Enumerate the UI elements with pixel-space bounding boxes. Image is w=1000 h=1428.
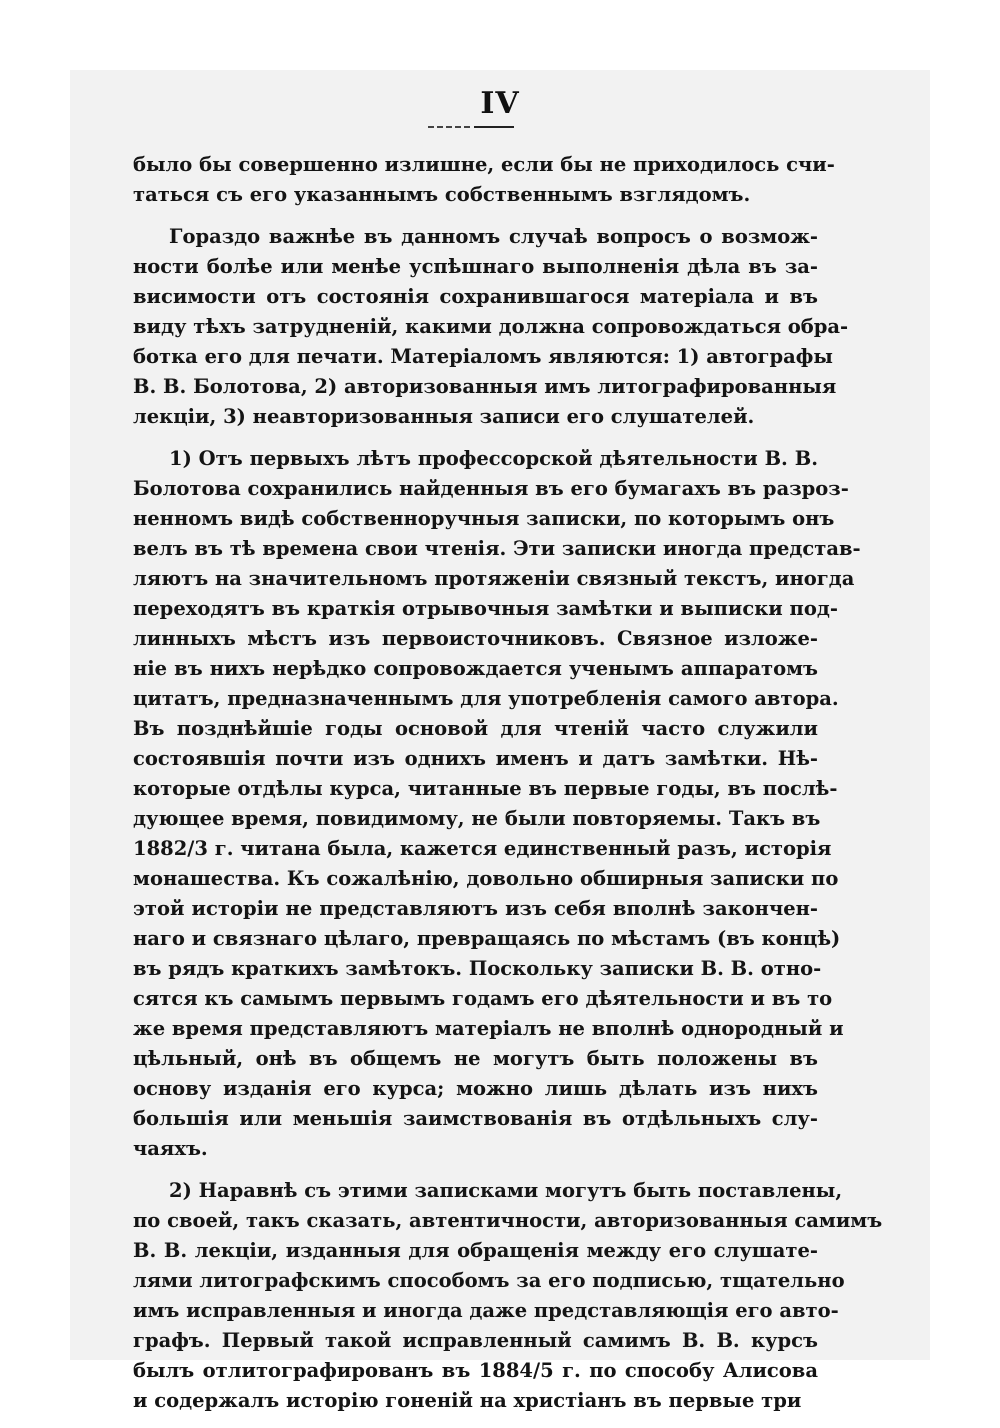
text-line: виду тѣхъ затрудненій, какими должна сопровождаться обра- [133, 315, 849, 338]
text-line: Въ позднѣйшіе годы основой для чтеній часто служили [133, 717, 818, 740]
text-line: В. В. Болотова, 2) авторизованныя имъ литографированныя [133, 375, 837, 398]
text-line: Гораздо важнѣе въ данномъ случаѣ вопросъ о возмож- [169, 225, 818, 248]
text-line: ненномъ видѣ собственноручныя записки, по которымъ онъ [133, 507, 835, 530]
paragraph [133, 1176, 883, 1416]
text-line: было бы совершенно излишне, если бы не приходилось счи- [133, 153, 835, 176]
text-line: по своей, такъ сказать, автентичности, авторизованныя самимъ [133, 1209, 883, 1232]
text-line: чаяхъ. [133, 1137, 208, 1160]
text-line: переходятъ въ краткія отрывочныя замѣтки и выписки под- [133, 597, 838, 620]
paragraph [133, 150, 835, 210]
body-text [133, 150, 883, 1428]
text-line: 2) Наравнѣ съ этими записками могутъ быть поставлены, [169, 1179, 843, 1202]
text-line: лями литографскимъ способомъ за его подписью, тщательно [133, 1269, 845, 1292]
text-line: монашества. Къ сожалѣнію, довольно обширныя записки по [133, 867, 839, 890]
paragraph [133, 222, 849, 432]
text-line: линныхъ мѣстъ изъ первоисточниковъ. Связное изложе- [133, 627, 818, 650]
text-line: имъ исправленныя и иногда даже представляющія его авто- [133, 1299, 839, 1322]
text-line: ности болѣе или менѣе успѣшнаго выполненія дѣла въ за- [133, 255, 818, 278]
text-line: Болотова сохранились найденныя въ его бумагахъ въ разроз- [133, 477, 849, 500]
text-line: 1) Отъ первыхъ лѣтъ профессорской дѣятельности В. В. [169, 447, 818, 470]
text-line: большія или меньшія заимствованія въ отдѣльныхъ слу- [133, 1107, 818, 1130]
page-number-dashed-rule [428, 126, 470, 128]
text-line: основу изданія его курса; можно лишь дѣлать изъ нихъ [133, 1077, 818, 1100]
text-line: ніе въ нихъ нерѣдко сопровождается ученымъ аппаратомъ [133, 657, 818, 680]
text-line: цитатъ, предназначеннымъ для употребленія самого автора. [133, 687, 839, 710]
text-line: 1882/3 г. читана была, кажется единственный разъ, исторія [133, 837, 832, 860]
text-line: дующее время, повидимому, не были повторяемы. Такъ въ [133, 807, 821, 830]
paragraph [133, 444, 861, 1164]
text-line: ботка его для печати. Матеріаломъ являются: 1) автографы [133, 345, 833, 368]
text-line: ляютъ на значительномъ протяженіи связный текстъ, иногда [133, 567, 855, 590]
text-line: былъ отлитографированъ въ 1884/5 г. по способу Алисова [133, 1359, 818, 1382]
text-line: и содержалъ исторію гоненій на христіанъ въ первые три [133, 1389, 802, 1412]
text-line: состоявшія почти изъ однихъ именъ и датъ замѣтки. Нѣ- [133, 747, 818, 770]
text-line: висимости отъ состоянія сохранившагося матеріала и въ [133, 285, 818, 308]
text-line: цѣльный, онѣ въ общемъ не могутъ быть положены въ [133, 1047, 818, 1070]
text-line: В. В. лекціи, изданныя для обращенія между его слушате- [133, 1239, 818, 1262]
text-line: этой исторіи не представляютъ изъ себя вполнѣ закончен- [133, 897, 818, 920]
text-line: сятся къ самымъ первымъ годамъ его дѣятельности и въ то [133, 987, 833, 1010]
text-line: же время представляютъ матеріалъ не вполнѣ однородный и [133, 1017, 844, 1040]
text-line: графъ. Первый такой исправленный самимъ В. В. курсъ [133, 1329, 818, 1352]
text-line: въ рядъ краткихъ замѣтокъ. Поскольку записки В. В. отно- [133, 957, 822, 980]
text-line: которые отдѣлы курса, читанные въ первые годы, въ послѣ- [133, 777, 838, 800]
text-line: таться съ его указаннымъ собственнымъ взглядомъ. [133, 183, 751, 206]
page-number: IV [480, 86, 520, 121]
text-line: наго и связнаго цѣлаго, превращаясь по мѣстамъ (въ концѣ) [133, 927, 841, 950]
page-number-solid-rule [474, 126, 514, 128]
text-line: велъ въ тѣ времена свои чтенія. Эти записки иногда представ- [133, 537, 861, 560]
text-line: лекціи, 3) неавторизованныя записи его слушателей. [133, 405, 755, 428]
